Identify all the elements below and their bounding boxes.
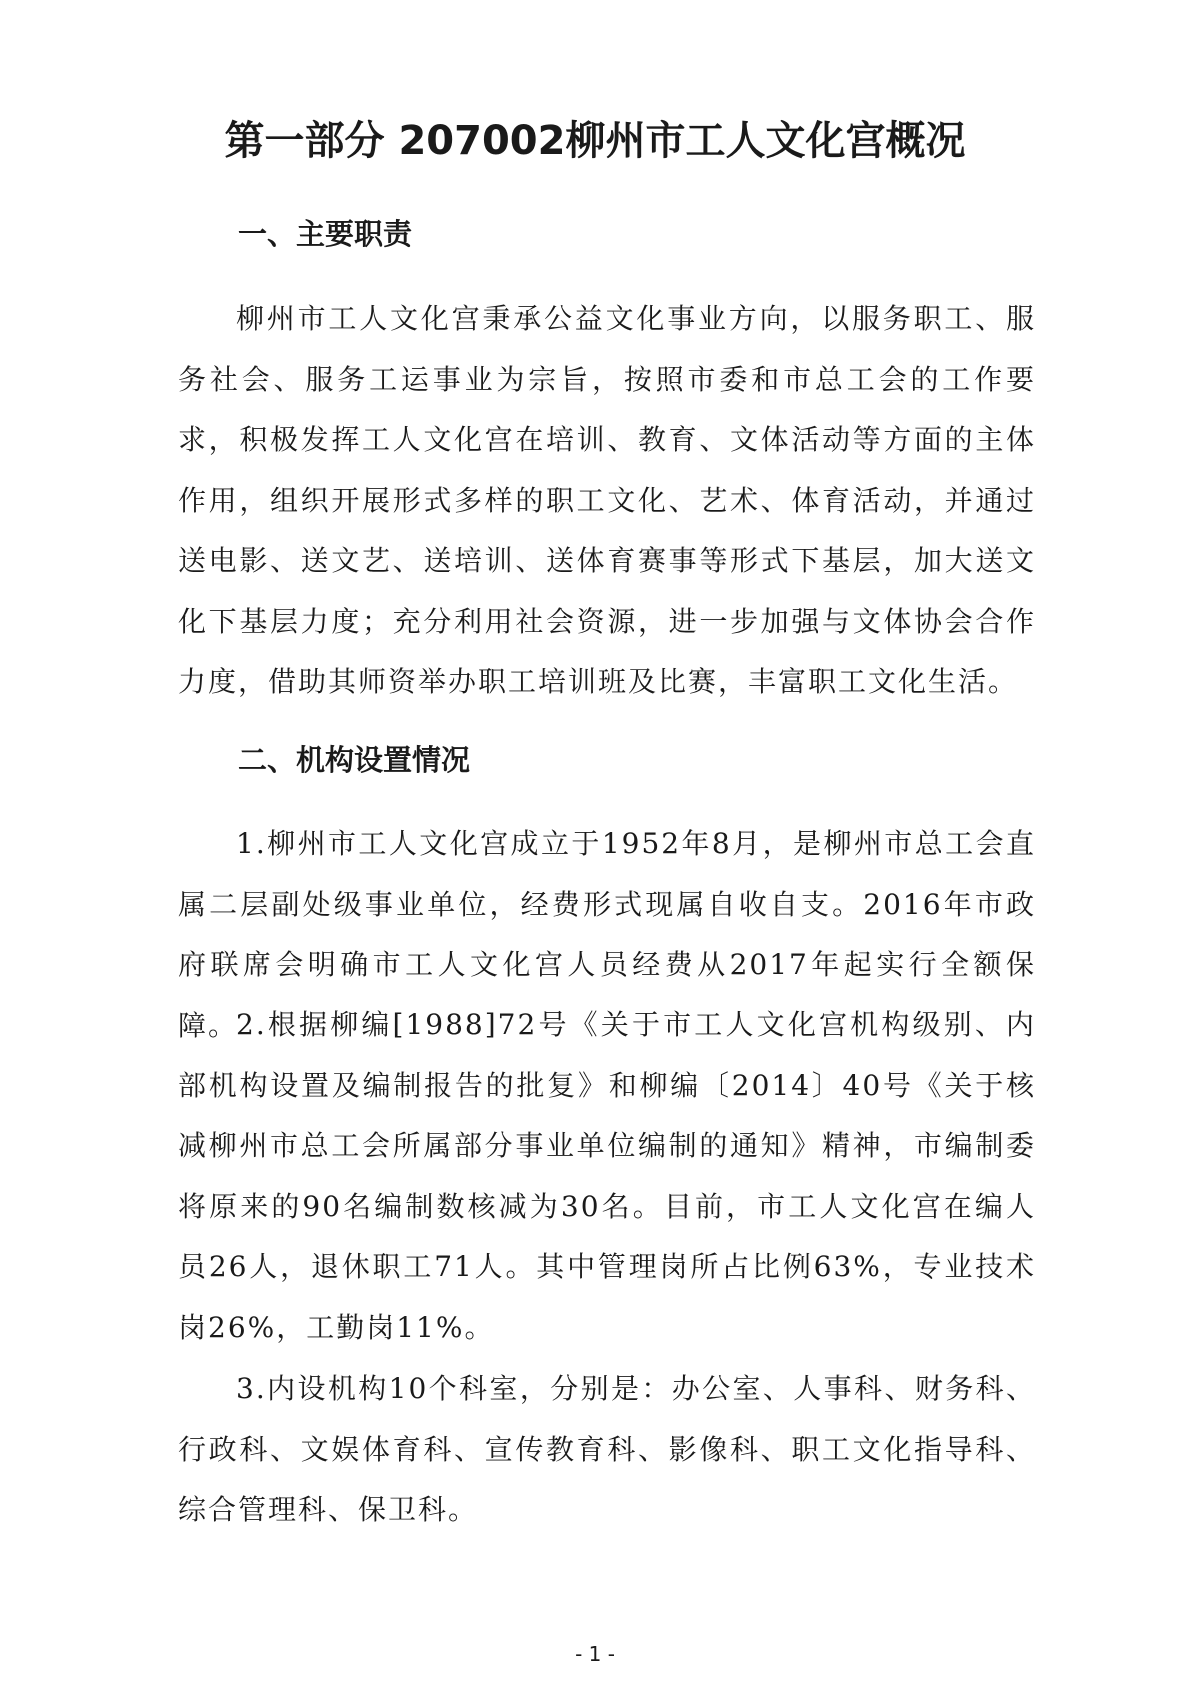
paragraph-organization-3: 3.内设机构10个科室，分别是：办公室、人事科、财务科、行政科、文娱体育科、宣传教育科、影像科、职工文化指导科、综合管理科、保卫科。 <box>178 1372 1036 1526</box>
section-heading-main-duties: 一、主要职责 <box>238 217 413 251</box>
page-title: 第一部分 207002柳州市工人文化宫概况 <box>224 118 966 164</box>
paragraph-main-duties: 柳州市工人文化宫秉承公益文化事业方向，以服务职工、服务社会、服务工运事业为宗旨，按照市委和市总工会的工作要求，积极发挥工人文化宫在培训、教育、文体活动等方面的主体作用，组织开展形式多样的职工文化、艺术、体育活动，并通过送电影、送文艺、送培训、送体育赛事等形式下基层，加大送文化下基层力度；充分利用社会资源，进一步加强与文体协会合作力度，借助其师资举办职工培训班及比赛，丰富职工文化生活。 <box>178 302 1036 698</box>
paragraph-organization-2: 2.根据柳编[1988]72号《关于市工人文化宫机构级别、内部机构设置及编制报告的批复》和柳编〔2014〕40号《关于核减柳州市总工会所属部分事业单位编制的通知》精神，市编制委将原来的90名编制数核减为30名。目前，市工人文化宫在编人员26人，退休职工71人。其中管理岗所占比例63%，专业技术岗26%，工勤岗11%。 <box>178 1008 1036 1344</box>
section-heading-organization: 二、机构设置情况 <box>238 743 471 777</box>
page-number: - 1 - <box>575 1642 615 1666</box>
paragraph-organization-1: 1.柳州市工人文化宫成立于1952年8月，是柳州市总工会直属二层副处级事业单位，经费形式现属自收自支。2016年市政府联席会明确市工人文化宫人员经费从2017年起实行全额保障。 <box>178 827 1036 1042</box>
